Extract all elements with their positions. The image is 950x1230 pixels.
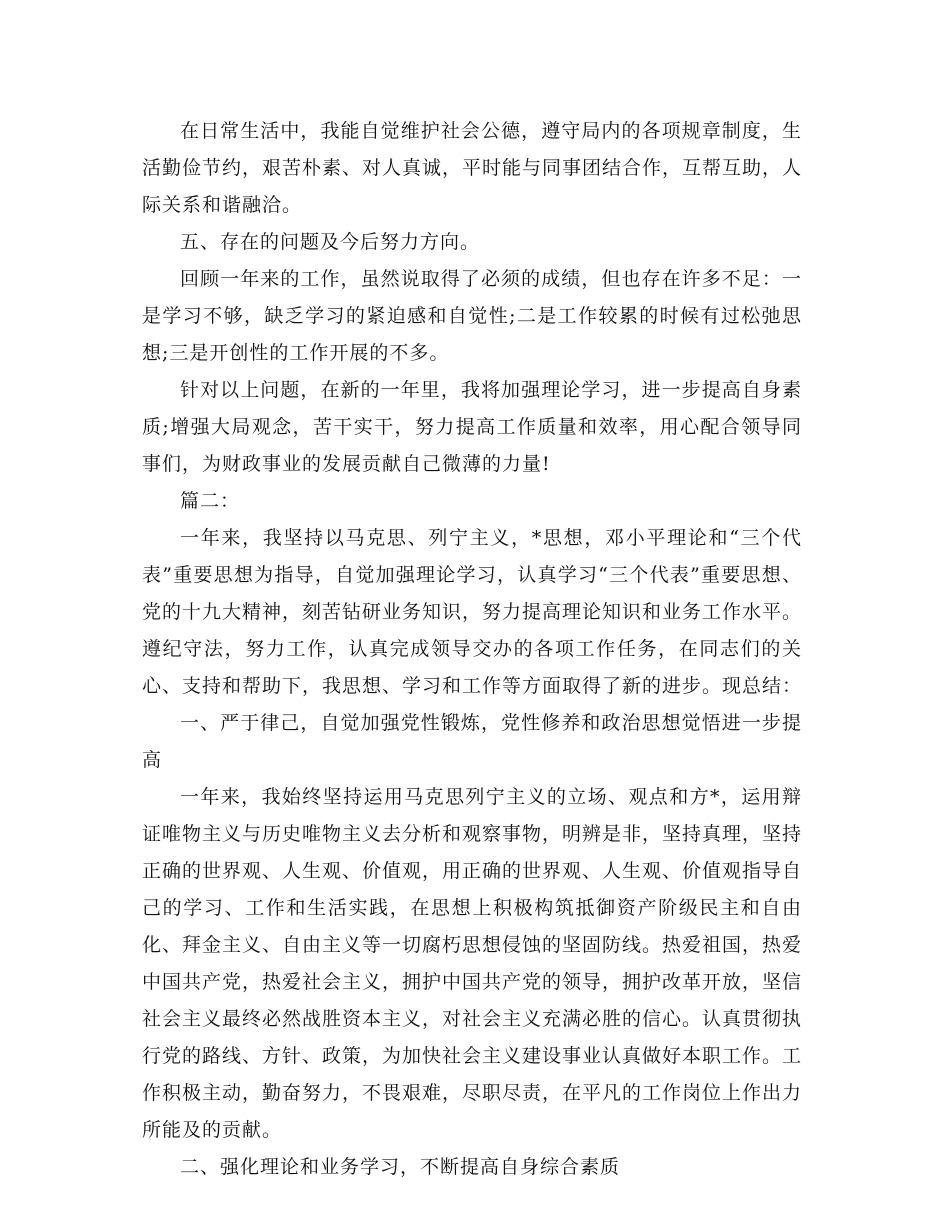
heading-problems-and-direction: 五、存在的问题及今后努力方向。 — [180, 231, 481, 253]
paragraph-plan: 针对以上问题，在新的一年里，我将加强理论学习，进一步提高自身素质;增强大局观念，苦干实干，努力提高工作质量和效率，用心配合领导同事们，为财政事业的发展贡献自己微薄的力量! — [142, 379, 802, 475]
paragraph-review: 回顾一年来的工作，虽然说取得了必须的成绩，但也存在许多不足：一是学习不够，缺乏学习的紧迫感和自觉性;二是工作较累的时候有过松弛思想;三是开创性的工作开展的不多。 — [142, 268, 802, 364]
heading-part-two: 篇二： — [180, 490, 241, 512]
paragraph-section-one-body: 一年来，我始终坚持运用马克思列宁主义的立场、观点和方*，运用辩证唯物主义与历史唯物主义去分析和观察事物，明辨是非，坚持真理，坚持正确的世界观、人生观、价值观，用正确的世界观、人生观、价值观指导自己的学习、工作和生活实践，在思想上积极构筑抵御资产阶级民主和自由化、拜金主义、自由主义等一切腐朽思想侵蚀的坚固防线。热爱祖国，热爱中国共产党，热爱社会主义，拥护中国共产党的领导，拥护改革开放，坚信社会主义最终必然战胜资本主义，对社会主义充满必胜的信心。认真贯彻执行党的路线、方针、政策，为加快社会主义建设事业认真做好本职工作。工作积极主动，勤奋努力，不畏艰难，尽职尽责，在平凡的工作岗位上作出力所能及的贡献。 — [142, 786, 803, 1141]
document-body — [142, 113, 802, 1186]
paragraph-daily-life: 在日常生活中，我能自觉维护社会公德，遵守局内的各项规章制度，生活勤俭节约，艰苦朴素、对人真诚，平时能与同事团结合作，互帮互助，人际关系和谐融洽。 — [142, 120, 803, 216]
heading-section-two: 二、强化理论和业务学习，不断提高自身综合素质 — [180, 1156, 621, 1178]
heading-section-one: 一、严于律己，自觉加强党性锻炼，党性修养和政治思想觉悟进一步提高 — [142, 712, 802, 771]
paragraph-part-two-intro: 一年来，我坚持以马克思、列宁主义，*思想，邓小平理论和“三个代表”重要思想为指导，自觉加强理论学习，认真学习“三个代表”重要思想、党的十九大精神，刻苦钻研业务知识，努力提高理论知识和业务工作水平。遵纪守法，努力工作，认真完成领导交办的各项工作任务，在同志们的关心、支持和帮助下，我思想、学习和工作等方面取得了新的进步。现总结： — [142, 527, 803, 697]
